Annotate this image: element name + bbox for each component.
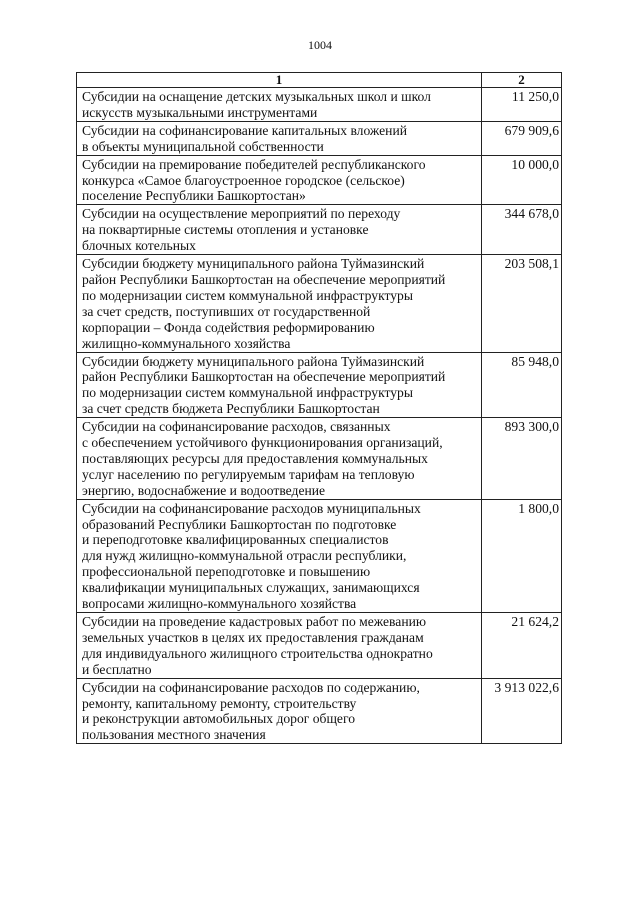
table-row — [77, 155, 562, 205]
table-row — [77, 255, 562, 352]
row-name: Субсидии на софинансирование расходов муниципальных образований Республики Башкортостан по подготовке и переподготовке квалифицированных специалистов для нужд жилищно-коммунальной отрасли республики, профессиональной переподготовке и повышению квалификации муниципальных служащих, занимающихся вопросами жилищно-коммунального хозяйства — [77, 499, 482, 612]
page-number: 1004 — [308, 38, 332, 52]
row-value: 21 624,2 — [482, 613, 562, 679]
row-name: Субсидии бюджету муниципального района Туймазинский район Республики Башкортостан на обеспечение мероприятий по модернизации систем коммунальной инфраструктуры за счет средств, поступивших от государственной корпорации – Фонда содействия реформированию жилищно-коммунального хозяйства — [77, 255, 482, 352]
row-value: 893 300,0 — [482, 418, 562, 500]
row-name: Субсидии на софинансирование расходов, связанных с обеспечением устойчивого функционирования организаций, поставляющих ресурсы для предоставления коммунальных услуг населению по регулируемым тарифам на тепловую энергию, водоснабжение и водоотведение — [77, 418, 482, 500]
row-name: Субсидии бюджету муниципального района Туймазинский район Республики Башкортостан на обеспечение мероприятий по модернизации систем коммунальной инфраструктуры за счет средств бюджета Республики Башкортостан — [77, 352, 482, 418]
subsidies-table — [76, 72, 562, 744]
column-header-value: 2 — [482, 73, 562, 88]
row-value: 344 678,0 — [482, 205, 562, 255]
table-row — [77, 205, 562, 255]
table-row — [77, 352, 562, 418]
table-row — [77, 88, 562, 122]
row-value: 203 508,1 — [482, 255, 562, 352]
row-name: Субсидии на осуществление мероприятий по переходу на поквартирные системы отопления и установке блочных котельных — [77, 205, 482, 255]
row-name: Субсидии на софинансирование расходов по содержанию, ремонту, капитальному ремонту, строительству и реконструкции автомобильных дорог общего пользования местного значения — [77, 678, 482, 744]
row-name: Субсидии на проведение кадастровых работ по межеванию земельных участков в целях их предоставления гражданам для индивидуального жилищного строительства однократно и бесплатно — [77, 613, 482, 679]
row-value: 85 948,0 — [482, 352, 562, 418]
table-row — [77, 678, 562, 744]
table-body — [77, 88, 562, 744]
table-row — [77, 499, 562, 612]
column-header-name: 1 — [77, 73, 482, 88]
row-value: 679 909,6 — [482, 121, 562, 155]
row-name: Субсидии на оснащение детских музыкальных школ и школ искусств музыкальными инструментами — [77, 88, 482, 122]
row-name: Субсидии на софинансирование капитальных вложений в объекты муниципальной собственности — [77, 121, 482, 155]
row-value: 3 913 022,6 — [482, 678, 562, 744]
row-value: 10 000,0 — [482, 155, 562, 205]
table-header — [77, 73, 562, 88]
row-value: 11 250,0 — [482, 88, 562, 122]
table-row — [77, 613, 562, 679]
row-name: Субсидии на премирование победителей республиканского конкурса «Самое благоустроенное городское (сельское) поселение Республики Башкортостан» — [77, 155, 482, 205]
header-row — [77, 73, 562, 88]
row-value: 1 800,0 — [482, 499, 562, 612]
table-row — [77, 121, 562, 155]
table-row — [77, 418, 562, 500]
